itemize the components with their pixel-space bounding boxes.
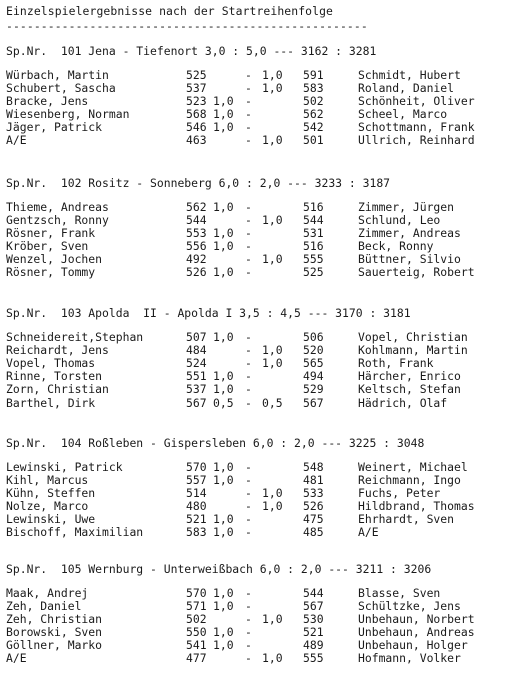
home-points: 1,0 (213, 94, 234, 108)
home-player: Lewinski, Patrick (6, 460, 123, 474)
guest-score: 525 (303, 265, 324, 279)
guest-player: A/E (358, 525, 379, 539)
guest-player: Hofmann, Volker (358, 651, 461, 665)
home-score: 521 (186, 512, 207, 526)
home-points: 1,0 (213, 638, 234, 652)
title-underline: ---------------------------------------------------- (6, 19, 368, 33)
home-player: Rösner, Tommy (6, 265, 96, 279)
page-title: Einzelspielergebnisse nach der Startreihenfolge (6, 4, 334, 18)
home-player: Schubert, Sascha (6, 81, 116, 95)
score-separator: - (245, 612, 252, 626)
guest-player: Unbehaun, Andreas (358, 625, 475, 639)
guest-score: 567 (303, 599, 324, 613)
home-score: 546 (186, 120, 207, 134)
guest-score: 520 (303, 343, 324, 357)
score-separator: - (245, 343, 252, 357)
score-separator: - (245, 81, 252, 95)
result-row (0, 266, 526, 279)
score-separator: - (245, 200, 252, 214)
home-score: 562 (186, 200, 207, 214)
guest-points: 1,0 (262, 213, 283, 227)
guest-score: 591 (303, 68, 324, 82)
score-separator: - (245, 512, 252, 526)
home-player: Zeh, Daniel (6, 599, 82, 613)
home-score: 463 (186, 133, 207, 147)
guest-player: Roth, Frank (358, 356, 434, 370)
score-separator: - (245, 369, 252, 383)
home-points: 0,5 (213, 396, 234, 410)
home-player: Kühn, Steffen (6, 486, 96, 500)
guest-score: 521 (303, 625, 324, 639)
home-points: 1,0 (213, 226, 234, 240)
score-separator: - (245, 625, 252, 639)
home-player: Bracke, Jens (6, 94, 89, 108)
guest-player: Ullrich, Reinhard (358, 133, 475, 147)
home-player: A/E (6, 133, 27, 147)
home-player: Maak, Andrej (6, 586, 89, 600)
guest-player: Büttner, Silvio (358, 252, 461, 266)
home-points: 1,0 (213, 512, 234, 526)
guest-player: Schlund, Leo (358, 213, 441, 227)
guest-score: 583 (303, 81, 324, 95)
guest-player: Hädrich, Olaf (358, 396, 448, 410)
score-separator: - (245, 226, 252, 240)
guest-score: 494 (303, 369, 324, 383)
guest-player: Kohlmann, Martin (358, 343, 468, 357)
result-row (0, 526, 526, 539)
guest-score: 516 (303, 239, 324, 253)
home-score: 583 (186, 525, 207, 539)
home-score: 551 (186, 369, 207, 383)
score-separator: - (245, 239, 252, 253)
home-score: 523 (186, 94, 207, 108)
home-player: Borowski, Sven (6, 625, 103, 639)
guest-player: Hildbrand, Thomas (358, 499, 475, 513)
guest-score: 501 (303, 133, 324, 147)
guest-score: 526 (303, 499, 324, 513)
home-player: Zorn, Christian (6, 382, 109, 396)
guest-points: 1,0 (262, 68, 283, 82)
guest-player: Weinert, Michael (358, 460, 468, 474)
score-separator: - (245, 356, 252, 370)
score-separator: - (245, 638, 252, 652)
result-row (0, 397, 526, 410)
home-player: Vopel, Thomas (6, 356, 96, 370)
score-separator: - (245, 213, 252, 227)
home-score: 480 (186, 499, 207, 513)
home-player: Kröber, Sven (6, 239, 89, 253)
score-separator: - (245, 330, 252, 344)
match-header: Sp.Nr. 103 Apolda II - Apolda I 3,5 : 4,5 --- 3170 : 3181 (6, 306, 411, 320)
guest-player: Schottmann, Frank (358, 120, 475, 134)
match-header: Sp.Nr. 105 Wernburg - Unterweißbach 6,0 : 2,0 --- 3211 : 3206 (6, 562, 432, 576)
result-row (0, 134, 526, 147)
home-player: Gentzsch, Ronny (6, 213, 109, 227)
home-player: Barthel, Dirk (6, 396, 96, 410)
home-score: 526 (186, 265, 207, 279)
home-score: 568 (186, 107, 207, 121)
guest-score: 481 (303, 473, 324, 487)
guest-points: 1,0 (262, 133, 283, 147)
score-separator: - (245, 460, 252, 474)
home-player: Reichardt, Jens (6, 343, 109, 357)
home-score: 507 (186, 330, 207, 344)
home-score: 553 (186, 226, 207, 240)
guest-player: Vopel, Christian (358, 330, 468, 344)
home-points: 1,0 (213, 239, 234, 253)
home-player: Zeh, Christian (6, 612, 103, 626)
home-player: Lewinski, Uwe (6, 512, 96, 526)
guest-score: 548 (303, 460, 324, 474)
home-player: Schneidereit,Stephan (6, 330, 144, 344)
home-player: Bischoff, Maximilian (6, 525, 144, 539)
home-player: Rösner, Frank (6, 226, 96, 240)
guest-score: 565 (303, 356, 324, 370)
guest-player: Zimmer, Jürgen (358, 200, 455, 214)
guest-player: Blasse, Sven (358, 586, 441, 600)
score-separator: - (245, 651, 252, 665)
guest-score: 506 (303, 330, 324, 344)
guest-player: Fuchs, Peter (358, 486, 441, 500)
home-points: 1,0 (213, 369, 234, 383)
guest-score: 529 (303, 382, 324, 396)
guest-player: Unbehaun, Holger (358, 638, 468, 652)
home-score: 557 (186, 473, 207, 487)
guest-player: Schönheit, Oliver (358, 94, 475, 108)
home-points: 1,0 (213, 599, 234, 613)
home-player: Wenzel, Jochen (6, 252, 103, 266)
guest-score: 562 (303, 107, 324, 121)
score-separator: - (245, 68, 252, 82)
home-score: 537 (186, 81, 207, 95)
guest-player: Schmidt, Hubert (358, 68, 461, 82)
result-row (0, 383, 526, 396)
score-separator: - (245, 525, 252, 539)
home-score: 484 (186, 343, 207, 357)
home-score: 502 (186, 612, 207, 626)
home-score: 570 (186, 460, 207, 474)
guest-score: 489 (303, 638, 324, 652)
guest-score: 533 (303, 486, 324, 500)
guest-player: Härcher, Enrico (358, 369, 461, 383)
home-score: 567 (186, 396, 207, 410)
home-points: 1,0 (213, 473, 234, 487)
match-header: Sp.Nr. 104 Roßleben - Gispersleben 6,0 : 2,0 --- 3225 : 3048 (6, 436, 425, 450)
guest-player: Sauerteig, Robert (358, 265, 475, 279)
home-score: 524 (186, 356, 207, 370)
guest-points: 1,0 (262, 499, 283, 513)
score-separator: - (245, 473, 252, 487)
score-separator: - (245, 265, 252, 279)
home-score: 544 (186, 213, 207, 227)
guest-score: 555 (303, 651, 324, 665)
home-player: Wiesenberg, Norman (6, 107, 130, 121)
home-points: 1,0 (213, 200, 234, 214)
home-points: 1,0 (213, 460, 234, 474)
guest-player: Keltsch, Stefan (358, 382, 461, 396)
guest-score: 502 (303, 94, 324, 108)
guest-player: Unbehaun, Norbert (358, 612, 475, 626)
guest-points: 1,0 (262, 651, 283, 665)
home-score: 541 (186, 638, 207, 652)
guest-player: Zimmer, Andreas (358, 226, 461, 240)
score-separator: - (245, 94, 252, 108)
home-score: 537 (186, 382, 207, 396)
guest-score: 542 (303, 120, 324, 134)
guest-points: 0,5 (262, 396, 283, 410)
guest-score: 530 (303, 612, 324, 626)
home-score: 556 (186, 239, 207, 253)
score-separator: - (245, 499, 252, 513)
home-points: 1,0 (213, 265, 234, 279)
score-separator: - (245, 120, 252, 134)
home-score: 570 (186, 586, 207, 600)
guest-score: 544 (303, 586, 324, 600)
guest-score: 567 (303, 396, 324, 410)
home-points: 1,0 (213, 525, 234, 539)
home-score: 477 (186, 651, 207, 665)
home-player: Thieme, Andreas (6, 200, 109, 214)
home-points: 1,0 (213, 330, 234, 344)
guest-points: 1,0 (262, 81, 283, 95)
home-points: 1,0 (213, 107, 234, 121)
home-points: 1,0 (213, 120, 234, 134)
home-points: 1,0 (213, 382, 234, 396)
guest-points: 1,0 (262, 343, 283, 357)
score-separator: - (245, 599, 252, 613)
home-score: 492 (186, 252, 207, 266)
home-score: 550 (186, 625, 207, 639)
guest-score: 531 (303, 226, 324, 240)
home-player: Jäger, Patrick (6, 120, 103, 134)
match-header: Sp.Nr. 101 Jena - Tiefenort 3,0 : 5,0 --- 3162 : 3281 (6, 44, 377, 58)
score-separator: - (245, 396, 252, 410)
score-separator: - (245, 486, 252, 500)
guest-player: Beck, Ronny (358, 239, 434, 253)
home-player: Göllner, Marko (6, 638, 103, 652)
home-player: A/E (6, 651, 27, 665)
home-player: Würbach, Martin (6, 68, 109, 82)
guest-player: Reichmann, Ingo (358, 473, 461, 487)
home-score: 525 (186, 68, 207, 82)
home-player: Kihl, Marcus (6, 473, 89, 487)
guest-score: 555 (303, 252, 324, 266)
home-points: 1,0 (213, 625, 234, 639)
guest-score: 475 (303, 512, 324, 526)
guest-points: 1,0 (262, 486, 283, 500)
score-separator: - (245, 252, 252, 266)
result-row (0, 652, 526, 665)
home-player: Nolze, Marco (6, 499, 89, 513)
home-points: 1,0 (213, 586, 234, 600)
match-header: Sp.Nr. 102 Rositz - Sonneberg 6,0 : 2,0 --- 3233 : 3187 (6, 176, 391, 190)
guest-player: Schültzke, Jens (358, 599, 461, 613)
guest-score: 544 (303, 213, 324, 227)
home-player: Rinne, Torsten (6, 369, 103, 383)
score-separator: - (245, 586, 252, 600)
guest-player: Scheel, Marco (358, 107, 448, 121)
home-score: 571 (186, 599, 207, 613)
guest-player: Ehrhardt, Sven (358, 512, 455, 526)
guest-points: 1,0 (262, 252, 283, 266)
home-score: 514 (186, 486, 207, 500)
guest-points: 1,0 (262, 612, 283, 626)
score-separator: - (245, 107, 252, 121)
guest-player: Roland, Daniel (358, 81, 455, 95)
score-separator: - (245, 382, 252, 396)
guest-points: 1,0 (262, 356, 283, 370)
guest-score: 516 (303, 200, 324, 214)
score-separator: - (245, 133, 252, 147)
guest-score: 485 (303, 525, 324, 539)
